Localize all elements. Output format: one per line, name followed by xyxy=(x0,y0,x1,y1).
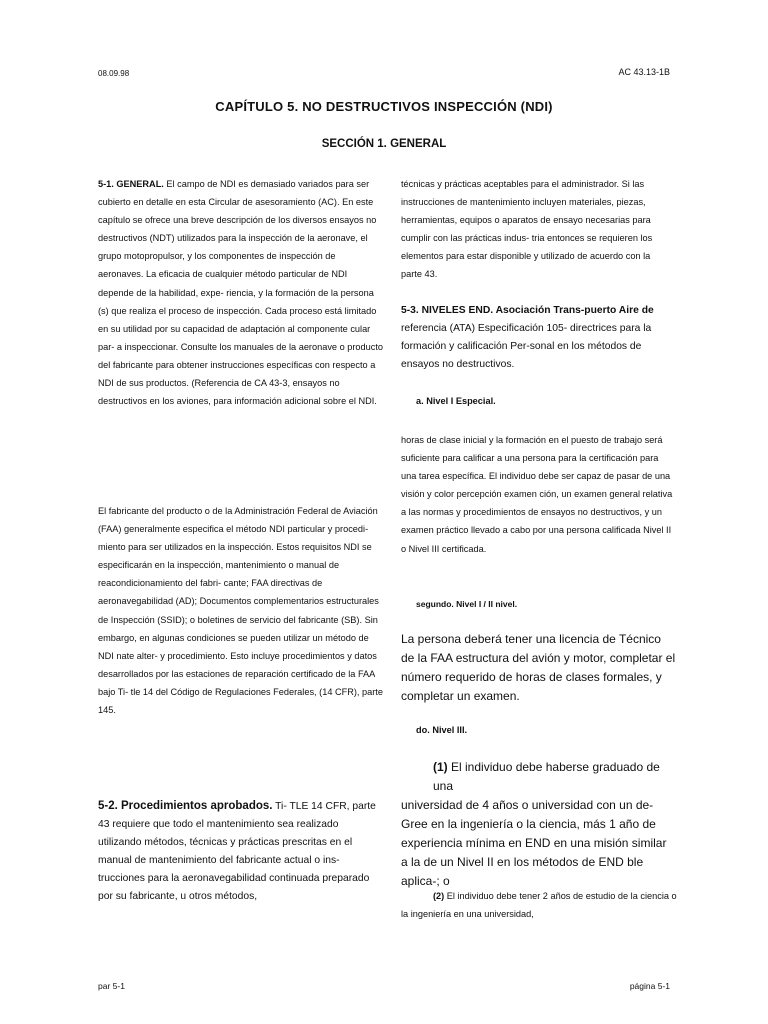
section-title: SECCIÓN 1. GENERAL xyxy=(321,138,447,150)
header-doc-id: AC 43.13-1B xyxy=(618,67,670,77)
footer-page-number: página 5-1 xyxy=(629,981,670,991)
right-paragraph-levels xyxy=(401,302,673,374)
procedures-lead: Ti- TLE 14 CFR, parte xyxy=(272,801,376,812)
levels-body: referencia (ATA) Especificación 105- directrices para la formación y calificación Per-sonal en los métodos de ensayos no destructivos. xyxy=(401,323,652,371)
left-paragraph-faa: El fabricante del producto o de la Administración Federal de Aviación (FAA) generalmente especifica el método NDI particular y procedi- miento para ser utilizados en la inspección. Estos requisitos NDI se especificarán en la inspección, mantenimiento o manual de reacondicionamiento del fabri- cante; FAA directivas de aeronavegabilidad (AD); Documentos complementarios estructurales de Inspección (SSID); o boletines de servicio del fabricante (SB). Sin embargo, en algunas condiciones se pueden utilizar un método de NDI nate alter- y procedimiento. Esto incluye procedimientos y datos desarrollados por las estaciones de reparación certificado de la FAA bajo Ti- tle 14 del Código de Regulaciones Federales, (14 CFR), parte 145. xyxy=(98,506,383,716)
levels-lead: Asociación Trans-puerto Aire de xyxy=(493,305,654,316)
right-paragraph-continued: técnicas y prácticas aceptables para el administrador. Si las instrucciones de mantenimiento incluyen materiales, piezas, herramientas, equipos o aparatos de ensayo necesarias para cumplir con las prácticas indus- tria entonces se requieren los elementos para estar disponible y utilizado de acuerdo con la parte 43. xyxy=(401,179,653,280)
level-3-item-1 xyxy=(401,758,676,891)
general-lead: El campo de NDI es demasiado variados para ser xyxy=(163,179,370,189)
level-2-body: La persona deberá tener una licencia de Técnico de la FAA estructura del avión y motor, completar el número requerido de horas de clases formales, y completar un examen. xyxy=(401,632,676,703)
item-2-number: (2) xyxy=(433,891,445,901)
level-1-body: horas de clase inicial y la formación en el puesto de trabajo será suficiente para calificar a una persona para la certificación para una tarea específica. El individuo debe ser capaz de pasar de una visión y color percepción examen ción, un examen general relativa a las normas y procedimientos de ensayos no destructivos, y un examen práctico llevado a cabo por una persona calificada Nivel II o Nivel III certificada. xyxy=(401,435,673,554)
left-paragraph-general xyxy=(98,175,383,410)
item-1-body: universidad de 4 años o universidad con un de- Gree en la ingeniería o la ciencia, más 1 año de experiencia mínima en END en una misión similar a la de un Nivel II en los métodos de END ble aplica-; o xyxy=(401,798,667,888)
level-3-item-2 xyxy=(401,887,691,923)
procedures-body: 43 requiere que todo el mantenimiento sea realizado utilizando métodos, técnicas y prácticas prescritas en el manual de mantenimiento del fabricante actual o ins- trucciones para la aeronavegabilidad continuada preparado por su fabricante, u otros métodos, xyxy=(98,819,370,903)
heading-5-2: 5-2. Procedimientos aprobados. xyxy=(98,800,273,812)
item-2-lead: El individuo debe tener 2 años de estudio de la ciencia o xyxy=(444,891,677,901)
left-paragraph-procedures xyxy=(98,797,383,907)
general-body: cubierto en detalle en esta Circular de asesoramiento (AC). En este capítulo se ofrece una breve descripción de los diversos ensayos no destructivos (NDT) utilizados para la inspección de la aeronave, el grupo motopropulsor, y los componentes de inspección de aeronaves. La eficacia de cualquier método particular de NDI depende de la habilidad, expe- riencia, y la formación de la persona (s) que realiza el proceso de inspección. Cada proceso está limitado en su utilidad por su capacidad de adaptación al componente cular par- a inspeccionar. Consulte los manuales de la aeronave o producto del fabricante para obtener instrucciones específicas con respecto a NDI de sus productos. (Referencia de CA 43-3, ensayos no destructivos en los aviones, para información adicional sobre el NDI. xyxy=(98,197,383,407)
heading-5-3: 5-3. NIVELES END. xyxy=(401,305,494,316)
level-3-heading: do. Nivel III. xyxy=(416,725,468,735)
level-1-heading: a. Nivel I Especial. xyxy=(416,396,496,406)
heading-5-1: 5-1. GENERAL. xyxy=(98,179,164,189)
header-date: 08.09.98 xyxy=(98,69,130,78)
chapter-title: CAPÍTULO 5. NO DESTRUCTIVOS INSPECCIÓN (NDI) xyxy=(215,99,553,114)
item-2-body: la ingeniería en una universidad, xyxy=(401,909,534,920)
footer-paragraph-ref: par 5-1 xyxy=(98,981,125,991)
item-1-lead: El individuo debe haberse graduado de una xyxy=(433,760,660,793)
item-1-number: (1) xyxy=(433,760,448,774)
level-2-heading: segundo. Nivel I / II nivel. xyxy=(416,599,518,609)
